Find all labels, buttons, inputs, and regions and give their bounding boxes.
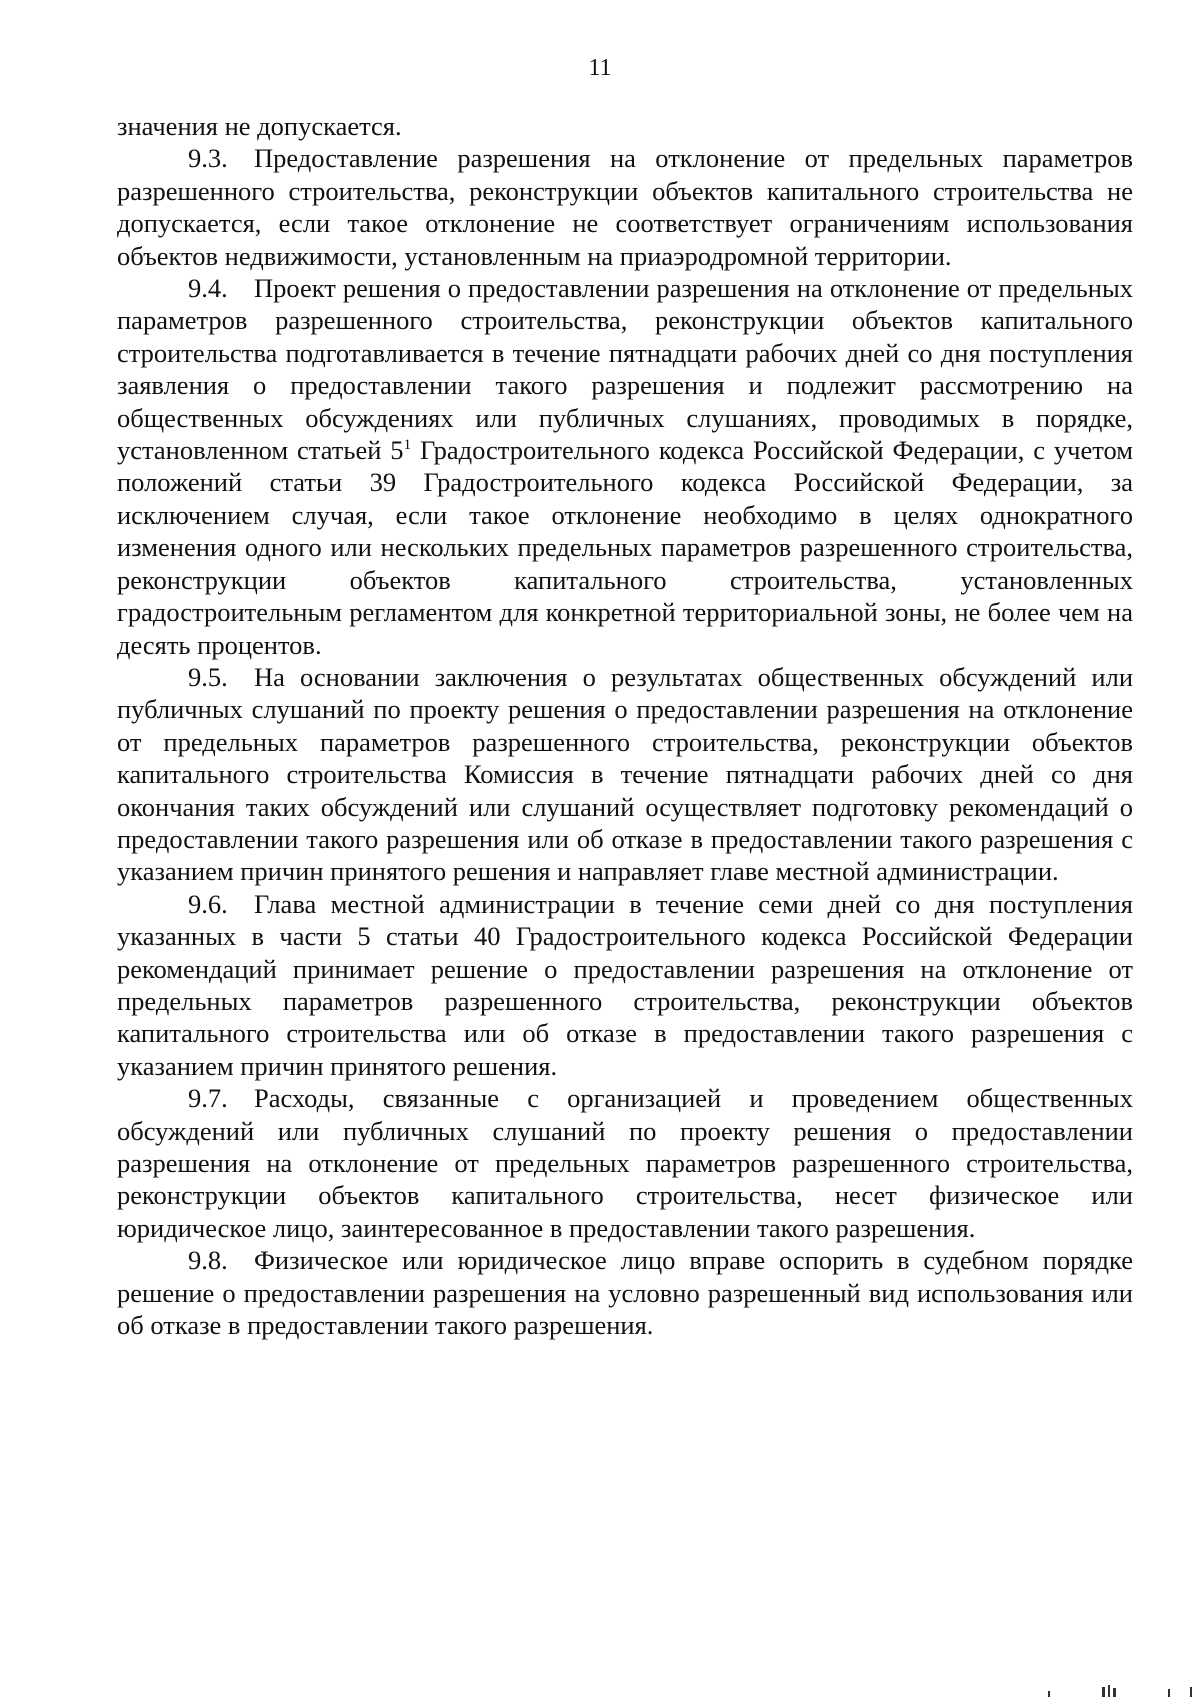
- section-9-3: [117, 142, 1133, 272]
- scan-mark: [1113, 1688, 1116, 1697]
- section-number: 9.8.: [188, 1245, 228, 1276]
- document-body: [117, 110, 1133, 1341]
- section-text: Проект решения о предоставлении разрешения на отклонение от предельных параметров разрешенного строительства, реконструкции объектов капитального строительства подготавливается в течение пятнадцати рабочих дней со дня поступления заявления о предоставлении такого разрешения и подлежит рассмотрению на общественных обсуждениях или публичных слушаниях, проводимых в порядке, установленном статьей 5: [117, 273, 1133, 466]
- lead-paragraph: значения не допускается.: [117, 111, 402, 141]
- section-number: 9.4.: [188, 273, 228, 304]
- section-text: Глава местной администрации в течение семи дней со дня поступления указанных в части 5 статьи 40 Градостроительного кодекса Российской Федерации рекомендаций принимает решение о предоставлении разрешения на отклонение от предельных параметров разрешенного строительства, реконструкции объектов капитального строительства или об отказе в предоставлении такого разрешения с указанием причин принятого решения.: [117, 888, 1133, 1081]
- section-9-8: [117, 1244, 1133, 1341]
- section-number: 9.7.: [188, 1083, 228, 1114]
- section-number: 9.3.: [188, 143, 228, 174]
- section-text: Предоставление разрешения на отклонение от предельных параметров разрешенного строительства, реконструкции объектов капитального строительства не допускается, если такое отклонение не соответствует ограничениям использования объектов недвижимости, установленным на приаэродромной территории.: [117, 143, 1133, 271]
- section-text: Физическое или юридическое лицо вправе оспорить в судебном порядке решение о предоставлении разрешения на условно разрешенный вид использования или об отказе в предоставлении такого разрешения.: [117, 1245, 1133, 1341]
- section-text-continued: Градостроительного кодекса Российской Федерации, с учетом положений статьи 39 Градостроительного кодекса Российской Федерации, за исключением случая, если такое отклонение необходимо в целях однократного изменения одного или нескольких предельных параметров разрешенного строительства, реконструкции объектов капитального строительства, установленных градостроительным регламентом для конкретной территориальной зоны, не более чем на десять процентов.: [117, 435, 1133, 660]
- section-text: Расходы, связанные с организацией и проведением общественных обсуждений или публичных слушаний по проекту решения о предоставлении разрешения на отклонение от предельных параметров разрешенного строительства, реконструкции объектов капитального строительства, несет физическое или юридическое лицо, заинтересованное в предоставлении такого разрешения.: [117, 1083, 1133, 1243]
- section-text: На основании заключения о результатах общественных обсуждений или публичных слушаний по проекту решения о предоставлении разрешения на отклонение от предельных параметров разрешенного строительства, реконструкции объектов капитального строительства Комиссия в течение пятнадцати рабочих дней со дня окончания таких обсуждений или слушаний осуществляет подготовку рекомендаций о предоставлении такого разрешения или об отказе в предоставлении такого разрешения с указанием причин принятого решения и направляет главе местной администрации.: [117, 661, 1133, 887]
- scan-mark: [1102, 1687, 1105, 1697]
- scan-mark: [1168, 1689, 1170, 1697]
- scan-marks: [1040, 1683, 1200, 1697]
- scan-mark: [1190, 1687, 1192, 1697]
- section-9-5: [117, 661, 1133, 888]
- page-number: 11: [588, 55, 612, 81]
- section-number: 9.6.: [188, 888, 228, 919]
- section-number: 9.5.: [188, 661, 228, 692]
- scan-mark: [1108, 1685, 1110, 1697]
- section-9-4: [117, 272, 1133, 661]
- section-9-7: [117, 1082, 1133, 1244]
- section-9-6: [117, 888, 1133, 1082]
- superscript: 1: [403, 437, 412, 454]
- scan-mark: [1048, 1691, 1050, 1697]
